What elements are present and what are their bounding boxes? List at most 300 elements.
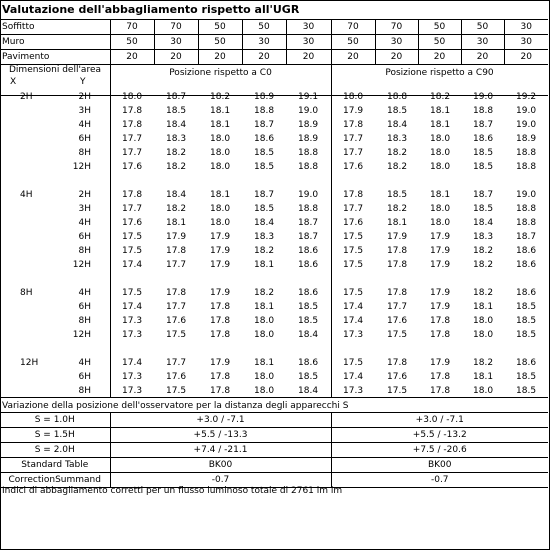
c0-value: 18.0 [210,134,231,144]
c0-value: 18.5 [298,316,319,326]
c0-value: 17.7 [122,134,143,144]
variation-label: CorrectionSummand [0,473,110,488]
c90-value: 18.5 [516,302,537,312]
c90-value: 17.3 [343,330,364,340]
c90-value: 18.3 [387,134,408,144]
c0-value: 18.1 [254,302,275,312]
variation-row [0,443,548,458]
c90-value: 18.0 [343,92,364,102]
c90-value: 18.9 [516,134,537,144]
c90-value: 18.2 [387,204,408,214]
c90-value: 17.8 [387,288,408,298]
variation-label: Standard Table [0,458,110,473]
c0-value: 17.8 [210,330,231,340]
reflectance-value: 50 [110,35,154,50]
c0-value: 19.0 [298,190,319,200]
y-dimension: 2H [78,92,91,102]
x-dimension [0,300,65,314]
c90-value: 17.9 [430,260,451,270]
x-dimension [0,244,65,258]
reflectance-label: Pavimento [0,50,110,65]
x-dimension [0,314,65,328]
c90-value: 17.8 [387,260,408,270]
c90-value: 18.0 [473,330,494,340]
c90-value: 17.5 [343,260,364,270]
c90-value: 18.5 [473,148,494,158]
reflectance-value: 20 [375,50,418,65]
c90-value: 17.5 [343,232,364,242]
reflectance-value: 20 [198,50,242,65]
reflectance-value: 50 [198,20,242,35]
c90-value: 18.5 [516,316,537,326]
c90-value: 18.4 [473,218,494,228]
c0-value: 18.1 [210,120,231,130]
reflectance-value: 30 [242,35,286,50]
variation-c0: +5.5 / -13.3 [110,428,331,443]
c90-value: 18.1 [473,372,494,382]
c0-value: 18.7 [298,218,319,228]
y-dimension: 6H [78,372,91,382]
c90-value: 18.8 [516,162,537,172]
c90-value: 18.6 [516,246,537,256]
c90-value: 18.2 [473,260,494,270]
variation-title: Variazione della posizione dell'osservatore per la distanza degli apparecchi S [2,401,349,411]
c0-value: 19.0 [298,106,319,116]
reflectance-value: 20 [331,50,375,65]
c0-value: 18.7 [166,92,187,102]
c0-value: 17.6 [122,218,143,228]
spacer-cell [0,174,548,188]
group-spacer [0,342,548,356]
c0-value: 17.6 [122,162,143,172]
c90-value: 18.2 [430,92,451,102]
table-row [0,104,548,118]
c90-value: 18.5 [473,204,494,214]
spacer-cell [0,342,548,356]
c90-value: 18.2 [387,148,408,158]
c0-value: 17.6 [166,316,187,326]
variation-row [0,458,548,473]
c0-value: 17.5 [122,288,143,298]
c90-value: 18.1 [430,190,451,200]
c90-value: 19.0 [516,120,537,130]
area-dimensions-label: Dimensioni dell'area [9,65,101,75]
table-row [0,258,548,272]
c90-value: 17.5 [387,386,408,396]
reflectance-value: 50 [242,20,286,35]
c0-value: 18.0 [210,204,231,214]
c0-value: 17.9 [210,232,231,242]
c0-value: 17.9 [210,246,231,256]
reflectance-value: 20 [110,50,154,65]
y-label: Y [80,77,86,87]
c0-value: 18.5 [254,162,275,172]
reflectance-value: 20 [242,50,286,65]
c0-value: 17.5 [166,330,187,340]
c90-value: 17.8 [343,120,364,130]
c90-value: 17.8 [430,330,451,340]
c90-value: 17.8 [430,316,451,326]
table-row [0,300,548,314]
c90-value: 17.8 [387,246,408,256]
table-row [0,118,548,132]
c0-value: 17.9 [210,288,231,298]
reflectance-value: 50 [331,35,375,50]
x-dimension: 4H [20,190,33,200]
c0-value: 18.0 [254,330,275,340]
table-row [0,286,548,300]
c90-value: 18.0 [430,148,451,158]
reflectance-value: 30 [375,35,418,50]
variation-c0: +3.0 / -7.1 [110,413,331,428]
c90-value: 18.4 [387,120,408,130]
variation-label: S = 1.0H [0,413,110,428]
c90-value: 18.2 [473,288,494,298]
c0-value: 18.2 [166,162,187,172]
variation-c90: +7.5 / -20.6 [331,443,548,458]
c0-value: 17.4 [122,260,143,270]
c90-value: 18.5 [516,372,537,382]
c90-value: 18.8 [387,92,408,102]
c90-value: 17.5 [343,358,364,368]
variation-row [0,413,548,428]
c0-value: 18.7 [254,190,275,200]
c90-value: 17.5 [343,246,364,256]
y-dimension: 8H [78,246,91,256]
c90-value: 17.4 [343,372,364,382]
c90-value: 17.9 [430,232,451,242]
c0-value: 18.0 [210,148,231,158]
c0-value: 18.1 [166,218,187,228]
c90-value: 18.5 [516,386,537,396]
c0-value: 18.4 [298,386,319,396]
c90-value: 17.9 [430,358,451,368]
x-dimension [0,104,65,118]
c90-value: 18.6 [516,358,537,368]
reflectance-value: 30 [504,20,548,35]
y-dimension: 3H [78,204,91,214]
c0-value: 17.4 [122,302,143,312]
c0-value: 18.9 [298,134,319,144]
y-dimension: 2H [78,190,91,200]
c90-value: 18.0 [430,218,451,228]
variation-c90: +3.0 / -7.1 [331,413,548,428]
c90-value: 18.0 [473,386,494,396]
c0-value: 18.2 [210,92,231,102]
reflectance-value: 70 [331,20,375,35]
variation-table-wrap [0,412,548,488]
c90-value: 17.8 [430,372,451,382]
c0-value: 18.6 [298,246,319,256]
c0-value: 17.9 [210,358,231,368]
c90-value: 19.0 [516,190,537,200]
c90-value: 18.1 [387,218,408,228]
c0-value: 18.2 [254,288,275,298]
c0-value: 18.8 [298,148,319,158]
c0-value: 18.2 [166,148,187,158]
c0-value: 18.6 [254,134,275,144]
y-dimension: 4H [78,288,91,298]
reflectance-value: 30 [461,35,504,50]
c90-value: 17.8 [343,190,364,200]
reflectance-value: 70 [375,20,418,35]
c0-value: 18.6 [298,358,319,368]
group-spacer [0,174,548,188]
page-title: Valutazione dell'abbagliamento rispetto all'UGR [2,3,300,16]
c90-value: 17.6 [343,218,364,228]
c90-value: 17.9 [387,232,408,242]
c90-value: 18.5 [473,162,494,172]
divider [0,397,548,398]
c0-value: 17.7 [122,148,143,158]
c90-value: 18.6 [473,134,494,144]
reflectance-value: 50 [418,20,461,35]
c0-value: 17.5 [166,386,187,396]
c0-value: 18.0 [210,218,231,228]
y-dimension: 12H [72,330,91,340]
c90-value: 18.5 [387,190,408,200]
c90-value: 17.6 [387,372,408,382]
reflectance-value: 20 [461,50,504,65]
reflectance-value: 30 [286,20,331,35]
x-dimension [0,384,65,398]
c90-value: 18.2 [473,358,494,368]
c0-value: 18.2 [254,246,275,256]
c0-value: 17.8 [122,120,143,130]
c90-value: 17.9 [430,302,451,312]
c90-value: 19.2 [516,92,537,102]
c90-value: 19.0 [473,92,494,102]
c0-value: 18.6 [298,260,319,270]
c0-value: 18.5 [254,148,275,158]
y-dimension: 6H [78,232,91,242]
table-row [0,244,548,258]
x-dimension [0,202,65,216]
x-dimension [0,216,65,230]
footer-note: Indici di abbagliamento corretti per un flusso luminoso totale di 2761 lm lm [2,486,343,496]
y-dimension: 12H [72,162,91,172]
y-dimension: 3H [78,106,91,116]
c0-value: 18.0 [254,316,275,326]
c0-value: 18.9 [254,92,275,102]
variation-c0: +7.4 / -21.1 [110,443,331,458]
reflectance-value: 50 [198,35,242,50]
c0-value: 17.8 [210,316,231,326]
c90-value: 17.6 [343,162,364,172]
c90-position-label: Posizione rispetto a C90 [385,68,494,78]
c0-value: 18.1 [254,358,275,368]
c0-value: 18.0 [122,92,143,102]
c0-value: 18.2 [166,204,187,214]
c0-value: 17.3 [122,372,143,382]
variation-table [0,412,548,488]
c0-value: 19.1 [298,92,319,102]
c0-value: 17.3 [122,316,143,326]
c90-value: 18.7 [473,190,494,200]
c90-value: 18.8 [516,204,537,214]
x-dimension [0,328,65,342]
c90-value: 18.1 [430,120,451,130]
table-row [0,314,548,328]
reflectance-value: 20 [504,50,548,65]
reflectance-value: 30 [504,35,548,50]
reflectance-row [0,35,548,50]
c90-value: 17.9 [430,246,451,256]
reflectance-value: 50 [418,35,461,50]
c0-value: 17.3 [122,330,143,340]
c0-value: 17.8 [122,190,143,200]
c90-value: 17.5 [343,288,364,298]
variation-row [0,428,548,443]
c0-value: 18.5 [166,106,187,116]
reflectance-table [0,19,548,65]
variation-c90: +5.5 / -13.2 [331,428,548,443]
c0-value: 17.7 [166,260,187,270]
c0-value: 18.8 [254,106,275,116]
c90-value: 17.5 [387,330,408,340]
c0-value: 18.5 [298,302,319,312]
y-dimension: 8H [78,148,91,158]
c90-value: 17.6 [387,316,408,326]
c90-value: 18.2 [387,162,408,172]
reflectance-label: Soffitto [0,20,110,35]
c90-value: 19.0 [516,106,537,116]
c0-value: 17.9 [166,232,187,242]
c0-value: 18.5 [254,204,275,214]
c0-value: 18.4 [254,218,275,228]
reflectance-value: 20 [418,50,461,65]
c90-value: 18.0 [430,134,451,144]
y-dimension: 8H [78,386,91,396]
c0-value: 18.3 [166,134,187,144]
c0-value: 18.4 [298,330,319,340]
variation-c90: -0.7 [331,473,548,488]
variation-label: S = 2.0H [0,443,110,458]
c0-value: 18.4 [166,120,187,130]
c0-value: 18.8 [298,204,319,214]
x-dimension [0,230,65,244]
c90-value: 18.6 [516,260,537,270]
y-dimension: 6H [78,134,91,144]
c90-value: 18.8 [473,106,494,116]
x-dimension: 2H [20,92,33,102]
c0-value: 18.6 [298,288,319,298]
y-dimension: 12H [72,260,91,270]
reflectance-label: Muro [0,35,110,50]
c0-value: 17.8 [122,106,143,116]
c0-value: 18.0 [210,162,231,172]
c90-value: 18.2 [473,246,494,256]
c0-value: 18.0 [254,386,275,396]
c90-value: 18.3 [473,232,494,242]
c90-value: 18.0 [430,162,451,172]
reflectance-value: 70 [110,20,154,35]
c90-value: 17.8 [387,358,408,368]
c90-value: 18.5 [387,106,408,116]
x-dimension: 8H [20,288,33,298]
table-row [0,188,548,202]
y-dimension: 4H [78,218,91,228]
c90-value: 17.4 [343,316,364,326]
c0-value: 18.7 [298,232,319,242]
c90-value: 17.7 [343,134,364,144]
table-row [0,160,548,174]
table-row [0,356,548,370]
c0-value: 18.1 [254,260,275,270]
ugr-values-table [0,90,548,398]
spacer-cell [0,272,548,286]
group-spacer [0,272,548,286]
reflectance-value: 20 [286,50,331,65]
c0-value: 17.9 [210,260,231,270]
c0-value: 17.8 [210,386,231,396]
table-row [0,384,548,398]
y-dimension: 4H [78,358,91,368]
variation-c0: -0.7 [110,473,331,488]
reflectance-value: 50 [461,20,504,35]
c90-value: 18.1 [430,106,451,116]
c90-value: 18.5 [516,330,537,340]
c90-value: 18.6 [516,288,537,298]
c90-value: 18.8 [516,218,537,228]
c90-value: 17.4 [343,302,364,312]
c0-value: 18.3 [254,232,275,242]
x-dimension [0,118,65,132]
variation-c0: BK00 [110,458,331,473]
c0-value: 17.7 [166,302,187,312]
c0-value: 17.7 [122,204,143,214]
y-dimension: 8H [78,316,91,326]
c0-value: 17.6 [166,372,187,382]
reflectance-value: 30 [286,35,331,50]
table-row [0,216,548,230]
c0-value: 18.5 [298,372,319,382]
c0-value: 17.4 [122,358,143,368]
c0-position-label: Posizione rispetto a C0 [169,68,272,78]
c90-value: 17.8 [430,386,451,396]
x-dimension [0,160,65,174]
c0-value: 17.5 [122,246,143,256]
table-row [0,230,548,244]
reflectance-value: 70 [154,20,198,35]
table-row [0,132,548,146]
c0-value: 17.8 [210,302,231,312]
y-dimension: 6H [78,302,91,312]
x-dimension [0,132,65,146]
c0-value: 17.5 [122,232,143,242]
table-row [0,90,548,104]
c0-value: 18.4 [166,190,187,200]
c90-value: 18.7 [516,232,537,242]
c0-value: 17.7 [166,358,187,368]
variation-c90: BK00 [331,458,548,473]
y-dimension: 4H [78,120,91,130]
x-dimension [0,370,65,384]
table-row [0,146,548,160]
c90-value: 18.0 [473,316,494,326]
variation-label: S = 1.5H [0,428,110,443]
c90-value: 18.0 [430,204,451,214]
c0-value: 17.3 [122,386,143,396]
c0-value: 17.8 [210,372,231,382]
c0-value: 18.8 [298,162,319,172]
c0-value: 18.9 [298,120,319,130]
x-dimension: 12H [20,358,39,368]
reflectance-value: 30 [154,35,198,50]
c90-value: 17.7 [343,204,364,214]
x-dimension [0,146,65,160]
c90-value: 18.7 [473,120,494,130]
